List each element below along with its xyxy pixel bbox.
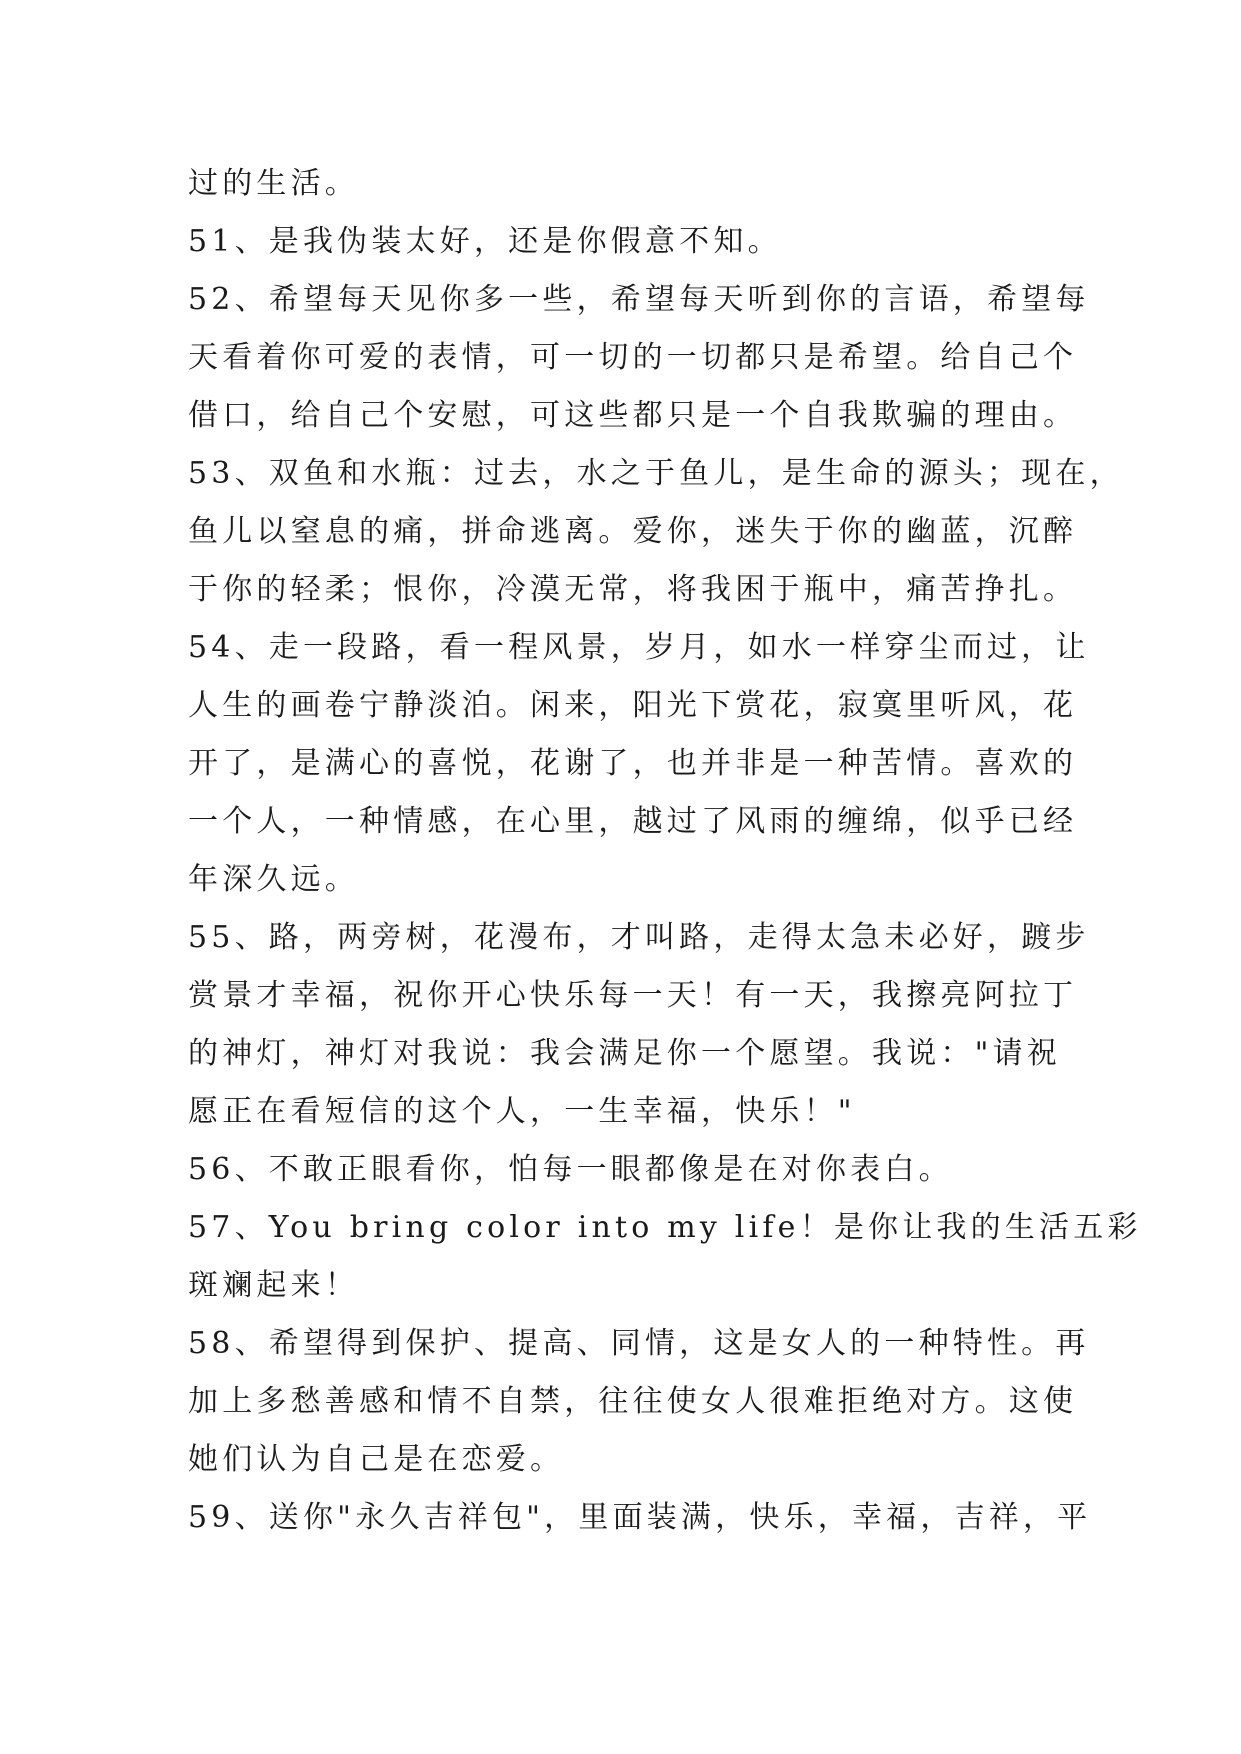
- text-line: 天看着你可爱的表情，可一切的一切都只是希望。给自己个: [188, 340, 1078, 375]
- text-line: 52、希望每天见你多一些，希望每天听到你的言语，希望每: [188, 282, 1090, 317]
- text-line: 加上多愁善感和情不自禁，往往使女人很难拒绝对方。这使: [188, 1384, 1078, 1419]
- text-line: 于你的轻柔；恨你，冷漠无常，将我困于瓶中，痛苦挣扎。: [188, 572, 1078, 607]
- text-line: 51、是我伪装太好，还是你假意不知。: [188, 224, 782, 259]
- text-line: 的神灯，神灯对我说：我会满足你一个愿望。我说："请祝: [188, 1036, 1061, 1071]
- text-line: 愿正在看短信的这个人，一生幸福，快乐！": [188, 1094, 856, 1129]
- text-line: 开了，是满心的喜悦，花谢了，也并非是一种苦情。喜欢的: [188, 746, 1078, 781]
- text-line: 人生的画卷宁静淡泊。闲来，阳光下赏花，寂寞里听风，花: [188, 688, 1078, 723]
- text-line: 53、双鱼和水瓶：过去，水之于鱼儿，是生命的源头；现在，: [188, 456, 1124, 491]
- text-line: 58、希望得到保护、提高、同情，这是女人的一种特性。再: [188, 1326, 1090, 1361]
- text-line: 一个人，一种情感，在心里，越过了风雨的缠绵，似乎已经: [188, 804, 1078, 839]
- text-line: 59、送你"永久吉祥包"，里面装满，快乐，幸福，吉祥，平: [188, 1500, 1092, 1535]
- text-line: 赏景才幸福，祝你开心快乐每一天！有一天，我擦亮阿拉丁: [188, 978, 1078, 1013]
- text-line: 借口，给自己个安慰，可这些都只是一个自我欺骗的理由。: [188, 398, 1078, 433]
- text-line: 过的生活。: [188, 166, 359, 201]
- text-line: 鱼儿以窒息的痛，拼命逃离。爱你，迷失于你的幽蓝，沉醉: [188, 514, 1078, 549]
- text-line: 55、路，两旁树，花漫布，才叫路，走得太急未必好，踱步: [188, 920, 1090, 955]
- text-line: 54、走一段路，看一程风景，岁月，如水一样穿尘而过，让: [188, 630, 1090, 665]
- text-line: 57、You bring color into my life！是你让我的生活五彩: [188, 1210, 1142, 1245]
- text-line: 年深久远。: [188, 862, 359, 897]
- text-line: 56、不敢正眼看你，怕每一眼都像是在对你表白。: [188, 1152, 953, 1187]
- text-line: 斑斓起来！: [188, 1268, 359, 1303]
- body-text: [188, 155, 1142, 1547]
- text-line: 她们认为自己是在恋爱。: [188, 1442, 565, 1477]
